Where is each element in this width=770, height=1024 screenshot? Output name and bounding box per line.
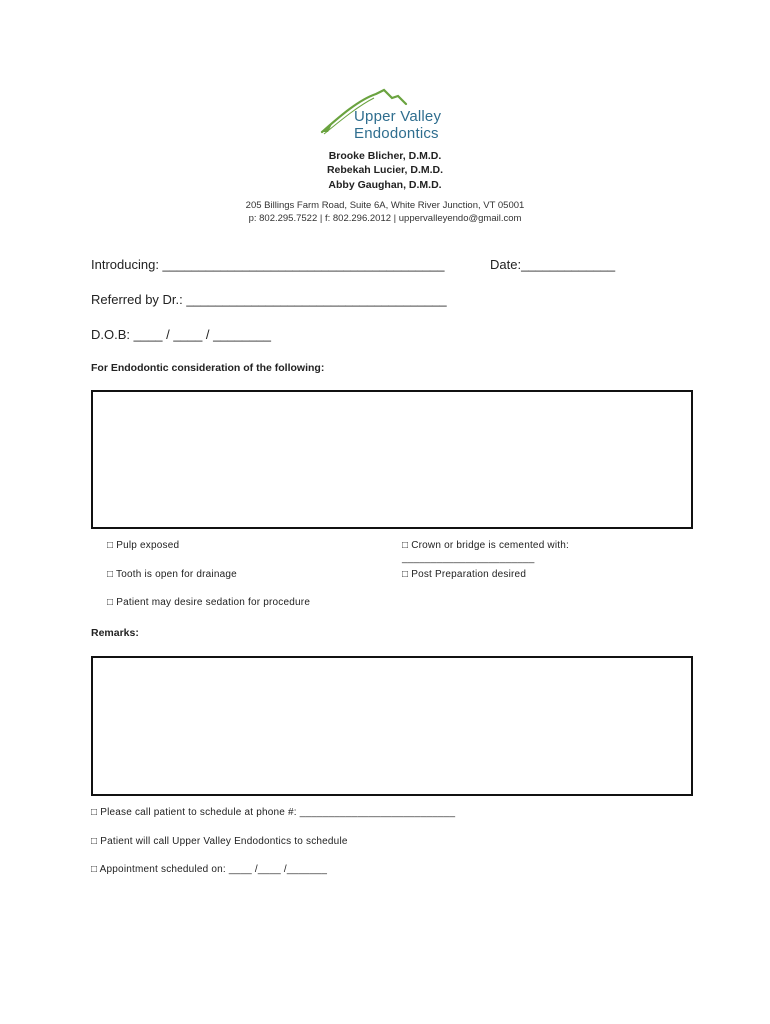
remarks-heading: Remarks:	[91, 627, 139, 639]
consideration-heading: For Endodontic consideration of the following:	[91, 362, 325, 374]
doctor-name-1: Brooke Blicher, D.M.D.	[328, 150, 442, 162]
doctor-name-3: Abby Gaughan, D.M.D.	[328, 179, 442, 191]
sedation-checkbox[interactable]: □ Patient may desire sedation for procedure	[107, 597, 311, 608]
practice-logo	[318, 88, 458, 144]
referred-by-field[interactable]: Referred by Dr.: ____________________________________	[91, 292, 447, 307]
pulp-exposed-checkbox[interactable]: □ Pulp exposed	[107, 540, 180, 551]
introducing-field[interactable]: Introducing: _______________________________________	[91, 257, 445, 272]
practice-address: 205 Billings Farm Road, Suite 6A, White River Junction, VT 05001	[245, 200, 525, 211]
dob-field[interactable]: D.O.B: ____ / ____ / ________	[91, 327, 271, 342]
practice-contact: p: 802.295.7522 | f: 802.296.2012 | uppervalleyendo@gmail.com	[248, 213, 522, 224]
crown-bridge-line[interactable]: _______________________	[402, 553, 535, 564]
date-field[interactable]: Date:_____________	[490, 257, 616, 272]
consideration-textbox[interactable]	[91, 390, 693, 529]
crown-bridge-checkbox[interactable]: □ Crown or bridge is cemented with:	[402, 540, 569, 551]
doctor-name-2: Rebekah Lucier, D.M.D.	[326, 164, 444, 176]
appointment-scheduled-checkbox[interactable]: □ Appointment scheduled on: ____ /____ /_______	[91, 864, 328, 875]
post-preparation-checkbox[interactable]: □ Post Preparation desired	[402, 569, 527, 580]
remarks-textbox[interactable]	[91, 656, 693, 796]
call-patient-checkbox[interactable]: □ Please call patient to schedule at phone #: ___________________________	[91, 807, 456, 818]
logo-text-line1: Upper Valley	[354, 108, 442, 125]
patient-will-call-checkbox[interactable]: □ Patient will call Upper Valley Endodontics to schedule	[91, 836, 348, 847]
tooth-open-checkbox[interactable]: □ Tooth is open for drainage	[107, 569, 237, 580]
logo-text-line2: Endodontics	[354, 125, 439, 142]
